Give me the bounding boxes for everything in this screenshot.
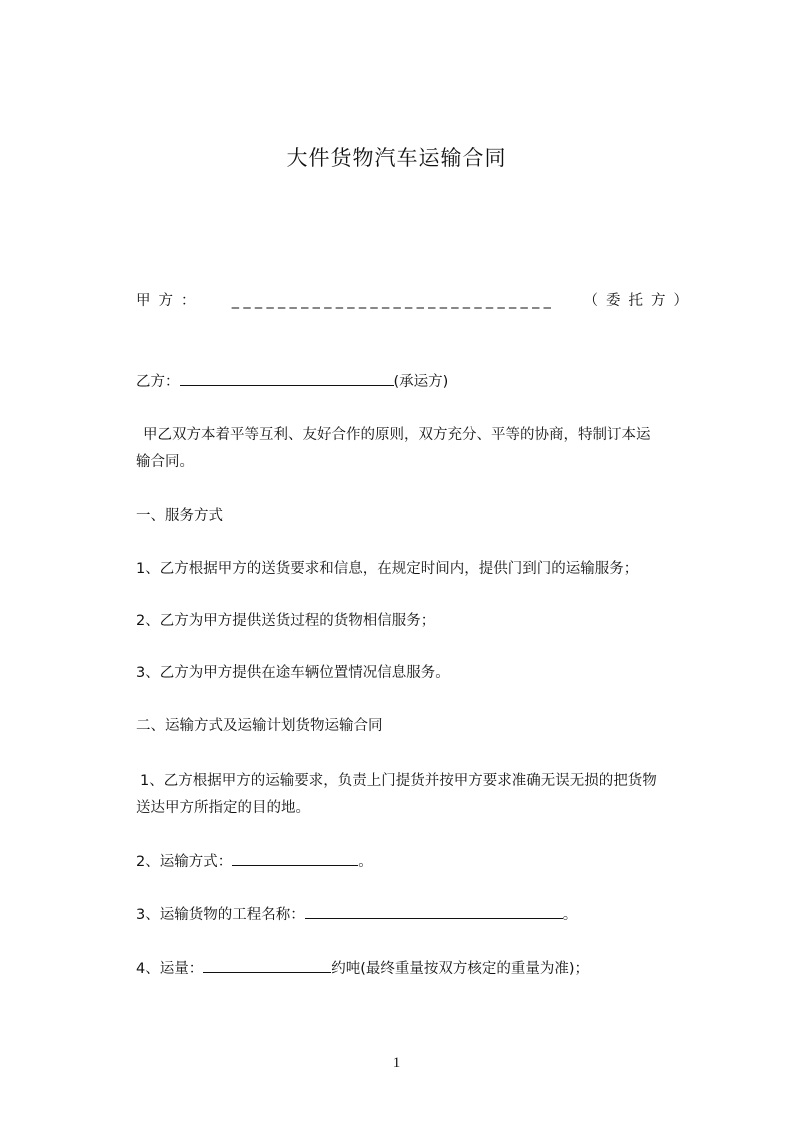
party-b-label: 乙方： xyxy=(136,374,180,390)
section-1-item-3: 3、乙方为甲方提供在途车辆位置情况信息服务。 xyxy=(136,665,450,681)
transport-mode-blank xyxy=(232,851,358,866)
party-a-label: 甲方： xyxy=(136,293,204,309)
project-name-label: 3、运输货物的工程名称： xyxy=(136,907,305,923)
section-2-item-1-line-2: 送达甲方所指定的目的地。 xyxy=(136,800,310,816)
section-2-item-4 xyxy=(136,958,589,979)
party-a-blank: ____________________________ xyxy=(231,293,556,309)
volume-blank xyxy=(203,958,331,973)
party-a-line xyxy=(136,291,696,311)
intro-line-1: 甲乙双方本着平等互利、友好合作的原则，双方充分、平等的协商，特制订本运 xyxy=(143,427,651,443)
transport-mode-label: 2、运输方式： xyxy=(136,854,233,870)
volume-label: 4、运量： xyxy=(136,961,204,977)
project-name-blank xyxy=(305,904,563,919)
transport-mode-end: 。 xyxy=(358,854,373,870)
party-a-role: （委托方） xyxy=(583,293,696,309)
party-b-line xyxy=(136,371,448,392)
party-b-blank xyxy=(180,371,394,386)
section-1-item-1: 1、乙方根据甲方的送货要求和信息，在规定时间内，提供门到门的运输服务； xyxy=(136,561,639,577)
page-number: 1 xyxy=(392,1055,401,1071)
volume-end: 约吨(最终重量按双方核定的重量为准)； xyxy=(331,961,590,977)
section-2-item-3 xyxy=(136,904,577,925)
section-2-item-2 xyxy=(136,851,373,872)
intro-line-2: 输合同。 xyxy=(136,454,194,470)
section-1-heading: 一、服务方式 xyxy=(136,508,223,524)
section-1-item-2: 2、乙方为甲方提供送货过程的货物相信服务； xyxy=(136,613,436,629)
party-b-role: (承运方) xyxy=(393,374,449,390)
section-2-item-1-line-1: 1、乙方根据甲方的运输要求，负责上门提货并按甲方要求准确无误无损的把货物 xyxy=(140,773,657,789)
section-2-heading: 二、运输方式及运输计划货物运输合同 xyxy=(136,718,383,734)
document-title: 大件货物汽车运输合同 xyxy=(286,146,507,170)
project-name-end: 。 xyxy=(562,907,578,923)
